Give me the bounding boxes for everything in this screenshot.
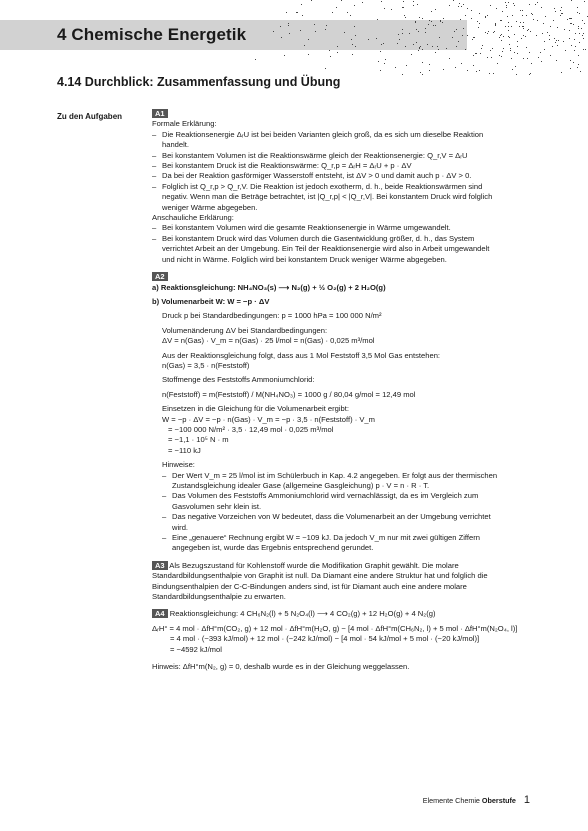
task-a1-lines	[152, 119, 544, 265]
text-line: = −1,1 · 10⁵ N · m	[168, 435, 229, 445]
side-label: Zu den Aufgaben	[57, 112, 123, 121]
text-line: negativ. Wenn man die Beträge betrachtet, ist |Q_r,p| < |Q_r,V|. Bei konstantem Druck wird folglich	[162, 192, 493, 202]
text-line: a) Reaktionsgleichung: NH₄NO₃(s) ⟶ N₂(g) + ½ O₂(g) + 2 H₂O(g)	[152, 282, 386, 292]
task-a2-lines	[152, 283, 544, 554]
task-a4	[152, 609, 544, 672]
text-line: – Der Wert V_m = 25 l/mol ist im Schülerbuch in Kap. 4.2 angegeben. Er folgt aus der thermischen	[162, 471, 544, 481]
task-tag: A3	[152, 561, 168, 570]
task-a1	[152, 109, 544, 265]
task-a3-lines	[152, 561, 544, 603]
text-line: = 4 mol · (−393 kJ/mol) + 12 mol · (−242 kJ/mol) − [4 mol · 54 kJ/mol + 5 mol · (−20 kJ/mol)]	[170, 634, 480, 644]
footer-level: Oberstufe	[481, 796, 516, 805]
text-line: = −100 000 N/m² · 3,5 · 12,49 mol · 0,025 m³/mol	[168, 424, 334, 434]
text-line: – Eine „genauere“ Rechnung ergibt W = −109 kJ. Da jedoch V_m nur mit zwei gültigen Ziffern	[162, 533, 544, 543]
chapter-header	[0, 20, 588, 52]
text-line: Hinweise:	[162, 460, 195, 470]
text-line: – Bei konstantem Druck wird das Volumen durch die Gasentwicklung größer, d. h., das System	[152, 234, 544, 244]
text-line: b) Volumenarbeit W: W = −p · ΔV	[152, 296, 270, 306]
text-line: n(Gas) = 3,5 · n(Feststoff)	[162, 360, 250, 370]
task-tag: A4	[152, 609, 168, 618]
task-tag: A2	[152, 272, 168, 281]
text-line: Bindungsenthalpien der C-C-Bindungen anders sind, ist für Diamant auch eine andere molare	[152, 581, 467, 591]
dot-texture	[250, 0, 588, 75]
task-a2	[152, 272, 544, 554]
text-line: Druck p bei Standardbedingungen: p = 1000 hPa = 100 000 N/m²	[162, 311, 382, 321]
footer-book: Elemente Chemie	[422, 796, 480, 805]
text-line: n(Feststoff) = m(Feststoff) / M(NH₄NO₃) = 1000 g / 80,04 g/mol = 12,49 mol	[162, 389, 416, 399]
text-line: weniger Wärme abgegeben.	[162, 202, 258, 212]
task-a4-lines	[152, 624, 544, 655]
chapter-title: 4 Chemische Energetik	[57, 25, 247, 44]
a4-hint: Hinweis: ΔfH°m(N₂, g) = 0, deshalb wurde es in der Gleichung weggelassen.	[152, 662, 410, 672]
text-line: A3 Als Bezugszustand für Kohlenstoff wurde die Modifikation Graphit gewählt. Die molare	[152, 561, 544, 571]
a4-reaction: Reaktionsgleichung: 4 CH₆N₂(l) + 5 N₂O₄(l) ⟶ 4 CO₂(g) + 12 H₂O(g) + 4 N₂(g)	[169, 609, 436, 619]
text-line: = −4592 kJ/mol	[170, 644, 222, 654]
text-line: – Das Volumen des Feststoffs Ammoniumchlorid wird vernachlässigt, da es im Vergleich zum	[162, 491, 544, 501]
page-footer	[423, 794, 530, 806]
text-line: Standardbildungsenthalpie zu erwarten.	[152, 592, 286, 602]
text-line: Aus der Reaktionsgleichung folgt, dass aus 1 Mol Feststoff 3,5 Mol Gas entstehen:	[162, 350, 441, 360]
text-line: Gasvolumen sehr klein ist.	[172, 501, 262, 511]
task-a3	[152, 561, 544, 603]
text-line: Einsetzen in die Gleichung für die Volumenarbeit ergibt:	[162, 404, 350, 414]
text-line: – Folglich ist Q_r,p > Q_r,V. Die Reaktion ist jedoch exotherm, d. h., beide Reaktionswärmen sind	[152, 182, 544, 192]
text-line: ΔᵣH° = 4 mol · ΔfH°m(CO₂, g) + 12 mol · ΔfH°m(H₂O, g) − [4 mol · ΔfH°m(CH₆N₂, l) + 5 mol · ΔfH°m(N₂O₄, l)]	[152, 623, 518, 633]
text-line: wird.	[172, 522, 189, 532]
text-line: handelt.	[162, 140, 190, 150]
text-line: = −110 kJ	[168, 445, 201, 455]
text-line: – Bei konstantem Druck ist die Reaktionswärme: Q_r,p = ΔᵣH = ΔᵣU + p · ΔV	[152, 161, 544, 171]
text-line: Volumenänderung ΔV bei Standardbedingungen:	[162, 325, 328, 335]
text-line: – Das negative Vorzeichen von W bedeutet, dass die Volumenarbeit an der Umgebung verrichtet	[162, 512, 544, 522]
text-line: Stoffmenge des Feststoffs Ammoniumchlorid:	[162, 375, 315, 385]
page-number: 1	[523, 794, 530, 806]
text-line: – Da bei der Reaktion gasförmiger Wasserstoff entsteht, ist ΔV > 0 und damit auch p · ΔV > 0.	[152, 171, 544, 181]
text-line: Anschauliche Erklärung:	[152, 213, 234, 223]
text-line: – Bei konstantem Volumen wird die gesamte Reaktionsenergie in Wärme umgewandelt.	[152, 223, 544, 233]
task-tag: A1	[152, 109, 168, 118]
text-line: Zustandsgleichung idealer Gase (allgemeine Gasgleichung) p · V = n · R · T.	[172, 481, 430, 490]
text-line: W = −p · ΔV = −p · n(Gas) · V_m = −p · 3,5 · n(Feststoff) · V_m	[162, 414, 375, 424]
text-line: angegeben ist, wurde das Ergebnis entsprechend gerundet.	[172, 543, 374, 553]
text-line: Standardbildungsenthalpie von Graphit ist null. Da Diamant eine andere Struktur hat und folglich die	[152, 571, 488, 581]
section-title: 4.14 Durchblick: Zusammenfassung und Übung	[57, 75, 341, 89]
text-line: – Bei konstantem Volumen ist die Reaktionswärme gleich der Reaktionsenergie: Q_r,V = ΔᵣU	[152, 151, 544, 161]
text-line: Formale Erklärung:	[152, 119, 217, 129]
text-line: ΔV = n(Gas) · V_m = n(Gas) · 25 l/mol = n(Gas) · 0,025 m³/mol	[162, 336, 375, 346]
answer-content	[152, 109, 544, 673]
text-line: verrichtet Arbeit an der Umgebung. Ein Teil der Reaktionsenergie wird also in Arbeit umgewandelt	[162, 244, 490, 254]
text-line: und nicht in Wärme. Folglich wird bei konstantem Druck weniger Wärme abgegeben.	[162, 254, 447, 264]
text-line: – Die Reaktionsenergie ΔᵣU ist bei beiden Varianten gleich groß, da es sich um dieselbe Reaktion	[152, 130, 544, 140]
